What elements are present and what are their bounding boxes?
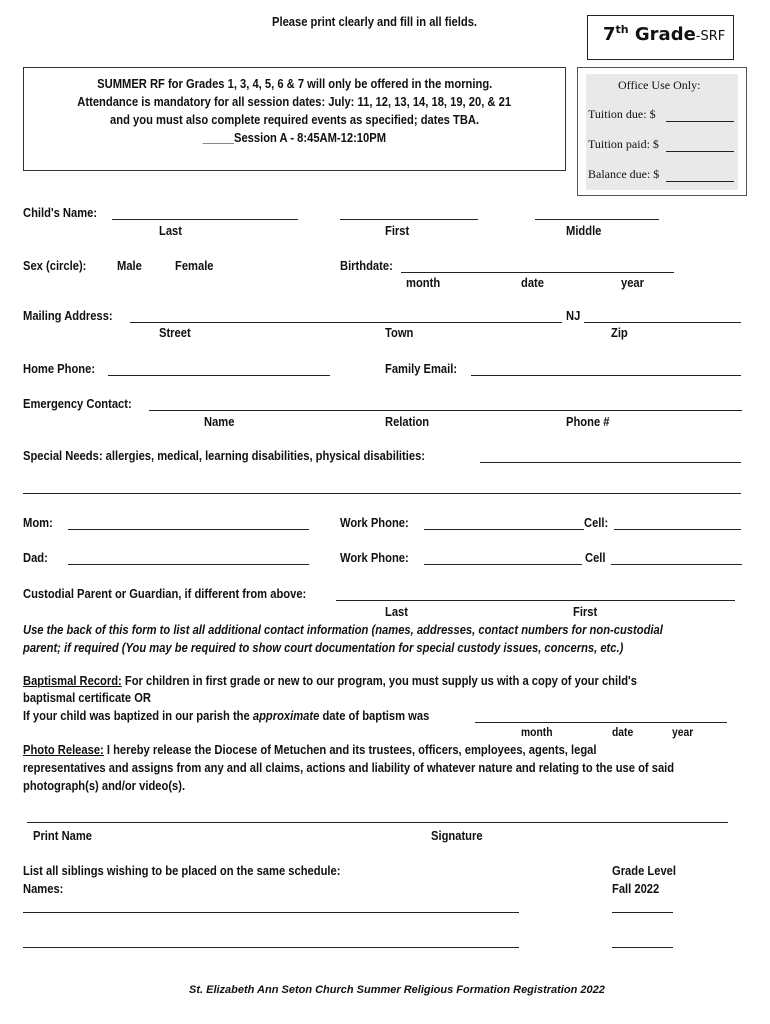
special-needs-label: Special Needs: allergies, medical, learning disabilities, physical disabilities: [23,448,426,463]
home-phone-line[interactable] [108,375,330,376]
name-sublabel: Name [204,414,235,429]
office-use-box [577,67,747,196]
names-label: Names: [23,881,64,896]
back-of-form-note: Use the back of this form to list all additional contact information (names, addresses, contact numbers for non-custodial [23,622,663,637]
baptism-year-sublabel: year [672,725,694,739]
balance-due-line[interactable] [666,181,734,182]
child-middle-name-line[interactable] [535,219,659,220]
child-last-name-line[interactable] [112,219,298,220]
office-use-title: Office Use Only: [618,78,701,92]
street-sublabel: Street [159,325,191,340]
summer-line-2: Attendance is mandatory for all session dates: July: 11, 12, 13, 14, 18, 19, 20, & 21 [77,94,512,109]
tuition-due-line[interactable] [666,121,734,122]
summer-line-3: and you must also complete required events as specified; dates TBA. [109,112,480,127]
child-name-label: Child's Name: [23,205,98,220]
mom-work-phone-label: Work Phone: [340,515,409,530]
form-footer: St. Elizabeth Ann Seton Church Summer Religious Formation Registration 2022 [189,984,605,996]
grade-box [587,15,734,60]
nj-label: NJ [566,308,581,323]
baptism-month-sublabel: month [521,725,553,739]
dad-cell-line[interactable] [611,564,742,565]
birth-date-sublabel: date [521,275,544,290]
sibling-name-line-1[interactable] [23,912,519,913]
siblings-label: List all siblings wishing to be placed on the same schedule: [23,863,341,878]
first-sublabel: First [385,223,410,238]
town-sublabel: Town [385,325,414,340]
sex-male-option[interactable]: Male [117,258,142,273]
mailing-address-label: Mailing Address: [23,308,113,323]
print-instruction: Please print clearly and fill in all fields. [272,14,478,29]
dad-work-phone-label: Work Phone: [340,550,409,565]
print-name-label: Print Name [33,828,93,843]
custodial-parent-line[interactable] [336,600,735,601]
office-use-panel [586,74,738,190]
session-a-option: _____Session A - 8:45AM-12:10PM [202,130,387,145]
signature-label: Signature [431,828,483,843]
grade-level-label: Grade Level [612,863,677,878]
dad-work-phone-line[interactable] [424,564,582,565]
relation-sublabel: Relation [385,414,430,429]
mom-cell-label: Cell: [584,515,609,530]
mom-work-phone-line[interactable] [424,529,584,530]
emergency-contact-line[interactable] [149,410,742,411]
balance-due-label: Balance due: $ [588,167,660,181]
birthdate-label: Birthdate: [340,258,393,273]
birth-year-sublabel: year [621,275,645,290]
tuition-paid-line[interactable] [666,151,734,152]
tuition-paid-label: Tuition paid: $ [588,137,659,151]
custodial-first-sublabel: First [573,604,598,619]
zip-sublabel: Zip [611,325,628,340]
family-email-label: Family Email: [385,361,458,376]
baptismal-certificate-text: baptismal certificate OR [23,690,151,705]
custodial-last-sublabel: Last [385,604,408,619]
baptismal-record-paragraph: Baptismal Record: For children in first grade or new to our program, you must supply us with a copy of your child's [23,673,637,688]
baptism-date-label: If your child was baptized in our parish the approximate date of baptism was [23,708,430,723]
sibling-grade-line-1[interactable] [612,912,673,913]
sibling-grade-line-2[interactable] [612,947,673,948]
emergency-contact-label: Emergency Contact: [23,396,132,411]
tuition-due-label: Tuition due: $ [588,107,656,121]
baptism-date-sublabel: date [612,725,634,739]
sex-female-option[interactable]: Female [175,258,214,273]
summer-line-1: SUMMER RF for Grades 1, 3, 4, 5, 6 & 7 will only be offered in the morning. [96,76,493,91]
child-first-name-line[interactable] [340,219,478,220]
birthdate-line[interactable] [401,272,674,273]
dad-name-line[interactable] [68,564,309,565]
photo-release-text-3: photograph(s) and/or video(s). [23,778,186,793]
last-sublabel: Last [159,223,182,238]
custodial-parent-label: Custodial Parent or Guardian, if different from above: [23,586,307,601]
mom-name-line[interactable] [68,529,309,530]
grade-title: 7th Grade-SRF [603,23,726,45]
middle-sublabel: Middle [566,223,602,238]
summer-info-box [23,67,566,171]
signature-line[interactable] [27,822,728,823]
dad-cell-label: Cell [585,550,606,565]
birth-month-sublabel: month [406,275,441,290]
home-phone-label: Home Phone: [23,361,96,376]
mom-cell-line[interactable] [614,529,741,530]
family-email-line[interactable] [471,375,741,376]
photo-release-text-2: representatives and assigns from any and all claims, actions and liability of whatever nature and relating to the use of said [23,760,675,775]
special-needs-line-2[interactable] [23,493,741,494]
fall-year-label: Fall 2022 [612,881,660,896]
special-needs-line[interactable] [480,462,741,463]
zip-line[interactable] [584,322,741,323]
back-of-form-note-2: parent; if required (You may be required to show court documentation for special custody issues, concerns, etc.) [23,640,624,655]
phone-number-sublabel: Phone # [566,414,610,429]
sibling-name-line-2[interactable] [23,947,519,948]
mom-label: Mom: [23,515,53,530]
dad-label: Dad: [23,550,48,565]
mailing-address-line[interactable] [130,322,562,323]
baptism-date-line[interactable] [475,722,727,723]
sex-label: Sex (circle): [23,258,87,273]
photo-release-paragraph: Photo Release: I hereby release the Diocese of Metuchen and its trustees, officers, employees, agents, legal [23,742,597,757]
